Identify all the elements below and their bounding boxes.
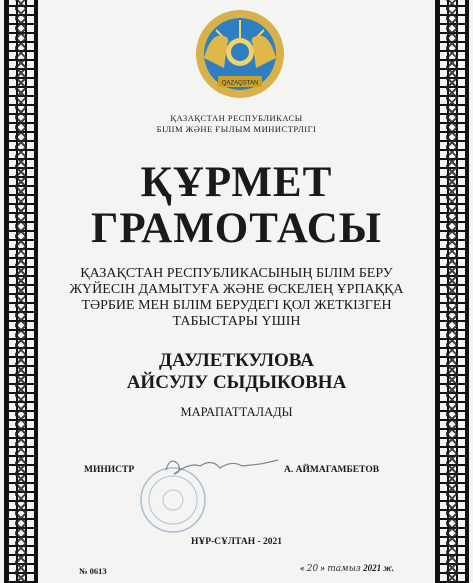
minister-name: А. АЙМАГАМБЕТОВ (284, 465, 380, 475)
date-year: 2021 ж. (363, 563, 395, 573)
ornamental-border-left (4, 0, 38, 583)
kazakhstan-state-emblem-icon (194, 8, 286, 100)
reason-line-1: ҚАЗАҚСТАН РЕСПУБЛИКАСЫНЫҢ БІЛІМ БЕРУ (80, 266, 393, 281)
reason-line-4: ТАБЫСТАРЫ ҮШІН (172, 314, 301, 329)
reason-line-3: ТӘРБИЕ МЕН БІЛІМ БЕРУДЕГІ ҚОЛ ЖЕТКІЗГЕН (81, 298, 392, 313)
recipient-surname: ДАУЛЕТКУЛОВА (158, 350, 315, 371)
reason-line-2: ЖҮЙЕСІН ДАМЫТУҒА ЖӘНЕ ӨСКЕЛЕҢ ҰРПАҚҚА (69, 282, 404, 297)
recipient-given-names: АЙСУЛУ СЫДЫКОВНА (126, 372, 347, 393)
issue-date (300, 563, 394, 574)
ministry-header (0, 113, 473, 135)
date-close-quote: » (320, 563, 325, 573)
date-day: 20 (306, 564, 319, 574)
emblem-inscription: QAZAQSTAN (221, 80, 259, 87)
awarded-text: МАРАПАТТАЛАДЫ (180, 405, 293, 419)
date-month: тамыз (327, 564, 361, 574)
minister-signature-icon (160, 452, 280, 480)
certificate-title (0, 160, 473, 252)
ministry-line-2: БІЛІМ ЖӘНЕ ҒЫЛЫМ МИНИСТРЛІГІ (156, 124, 317, 134)
title-line-1: ҚҰРМЕТ (140, 159, 333, 206)
date-open-quote: « (300, 563, 305, 573)
ministry-line-1: ҚАЗАҚСТАН РЕСПУБЛИКАСЫ (170, 113, 303, 123)
title-line-2: ГРАМОТАСЫ (91, 205, 382, 252)
city-year: НҰР-СҰЛТАН - 2021 (190, 537, 283, 547)
recipient-name (0, 350, 473, 394)
minister-label: МИНИСТР (84, 465, 135, 475)
ornamental-border-right (435, 0, 469, 583)
certificate-number: № 0613 (79, 566, 107, 576)
award-reason (60, 266, 413, 330)
